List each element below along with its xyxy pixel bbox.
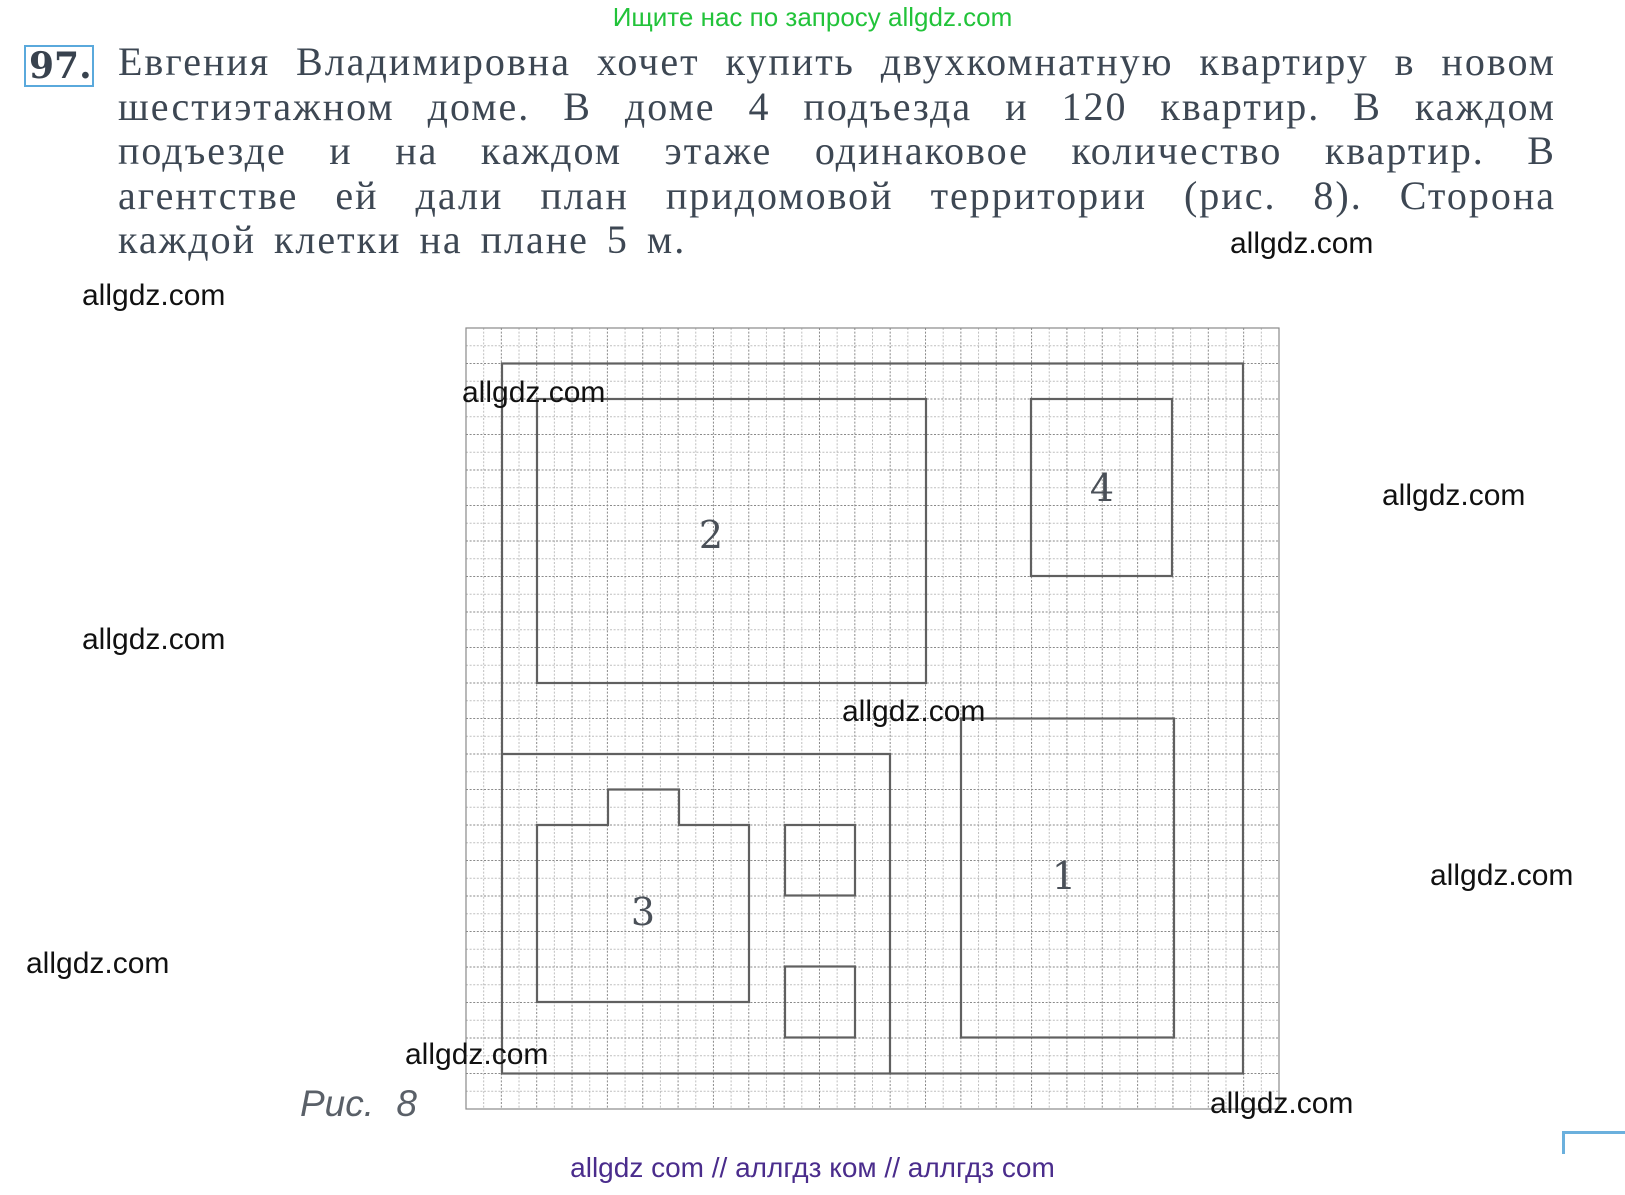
- bottom-links[interactable]: allgdz com // аллгдз ком // аллгдз com: [570, 1152, 1055, 1183]
- watermark: allgdz.com: [82, 623, 226, 656]
- region-label-3: 3: [630, 890, 656, 934]
- figure-caption: Рис. 8: [300, 1083, 417, 1124]
- task-text: Евгения Владимировна хочет купить двухкомнатную квартиру в новом шестиэтажном доме. В доме 4 подъезда и 120 квартир. В каждом подъезде и на каждом этаже одинаковое количество квартир. В агентстве ей дали план придомовой территории (рис. 8). Сторона каждой клетки на плане 5 м.: [118, 39, 1556, 262]
- task-number: 97.: [24, 45, 94, 87]
- region-label-2: 2: [698, 513, 724, 557]
- watermark: allgdz.com: [26, 947, 170, 980]
- watermark: allgdz.com: [82, 279, 226, 312]
- region-label-4: 4: [1089, 466, 1115, 510]
- watermark: allgdz.com: [1230, 227, 1374, 260]
- watermark: allgdz.com: [1430, 859, 1574, 892]
- watermark: allgdz.com: [405, 1038, 549, 1071]
- watermark: allgdz.com: [842, 695, 986, 728]
- search-banner[interactable]: Ищите нас по запросу allgdz.com: [612, 2, 1013, 32]
- watermark: allgdz.com: [1210, 1087, 1354, 1120]
- watermark: allgdz.com: [462, 376, 606, 409]
- region-label-1: 1: [1051, 854, 1077, 898]
- corner-frame-mark: [1562, 1131, 1625, 1154]
- watermark: allgdz.com: [1382, 479, 1526, 512]
